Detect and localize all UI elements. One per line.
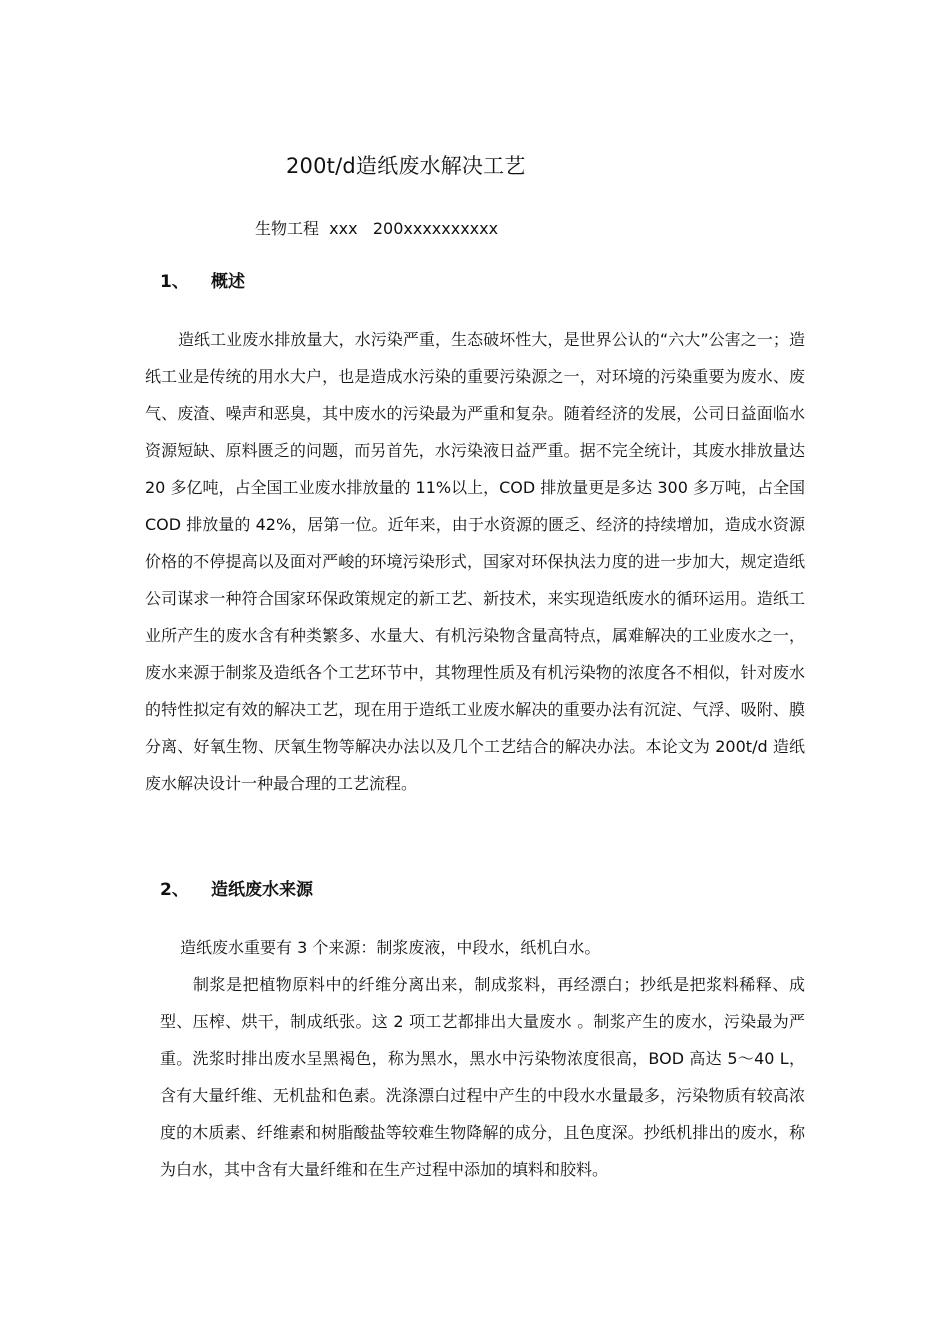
section-number: 2、 — [160, 880, 189, 900]
author-line: 生物工程 xxx 200xxxxxxxxxx — [255, 219, 499, 238]
paragraph-sources-detail: 制浆是把植物原料中的纤维分离出来，制成浆料，再经漂白；抄纸是把浆料稀释、成型、压榨、烘干，制成纸张。这 2 项工艺都排出大量废水 。制浆产生的废水，污染最为严重。洗浆时排出废水呈黑褐色，称为黑水，黑水中污染物浓度很高，BOD 高达 5～40 L，含有大量纤维、无机盐和色素。洗涤漂白过程中产生的中段水水量最多，污染物质有较高浓度的木质素、纤维素和树脂酸盐等较难生物降解的成分，且色度深。抄纸机排出的废水，称为白水，其中含有大量纤维和在生产过程中添加的填料和胶料。 — [160, 975, 805, 1179]
section-number: 1、 — [160, 272, 189, 292]
paragraph-overview: 造纸工业废水排放量大，水污染严重，生态破坏性大，是世界公认的“六大”公害之一；造纸工业是传统的用水大户，也是造成水污染的重要污染源之一，对环境的污染重要为废水、废气、废渣、噪声和恶臭，其中废水的污染最为严重和复杂。随着经济的发展，公司日益面临水资源短缺、原料匮乏的问题，而另首先，水污染液日益严重。据不完全统计，其废水排放量达 20 多亿吨，占全国工业废水排放量的 11%以上，COD 排放量更是多达 300 多万吨，占全国 COD 排放量的 42%，居第一位。近年来，由于水资源的匮乏、经济的持续增加，造成水资源价格的不停提高以及面对严峻的环境污染形式，国家对环保执法力度的进一步加大，规定造纸公司谋求一种符合国家环保政策规定的新工艺、新技术，来实现造纸废水的循环运用。造纸工业所产生的废水含有种类繁多、水量大、有机污染物含量高特点，属难解决的工业废水之一，废水来源于制浆及造纸各个工艺环节中，其物理性质及有机污染物的浓度各不相似，针对废水的特性拟定有效的解决工艺，现在用于造纸工业废水解决的重要办法有沉淀、气浮、吸附、膜分离、好氧生物、厌氧生物等解决办法以及几个工艺结合的解决办法。本论文为 200t/d 造纸废水解决设计一种最合理的工艺流程。 — [145, 330, 805, 793]
section-heading-text: 概述 — [211, 272, 245, 292]
section-heading-wastewater-sources — [160, 875, 313, 900]
document-title: 200t/d造纸废水解决工艺 — [286, 154, 526, 178]
paragraph-sources-intro: 造纸废水重要有 3 个来源：制浆废液，中段水，纸机白水。 — [180, 938, 601, 957]
section-heading-text: 造纸废水来源 — [211, 880, 313, 900]
section-heading-overview — [160, 267, 245, 292]
